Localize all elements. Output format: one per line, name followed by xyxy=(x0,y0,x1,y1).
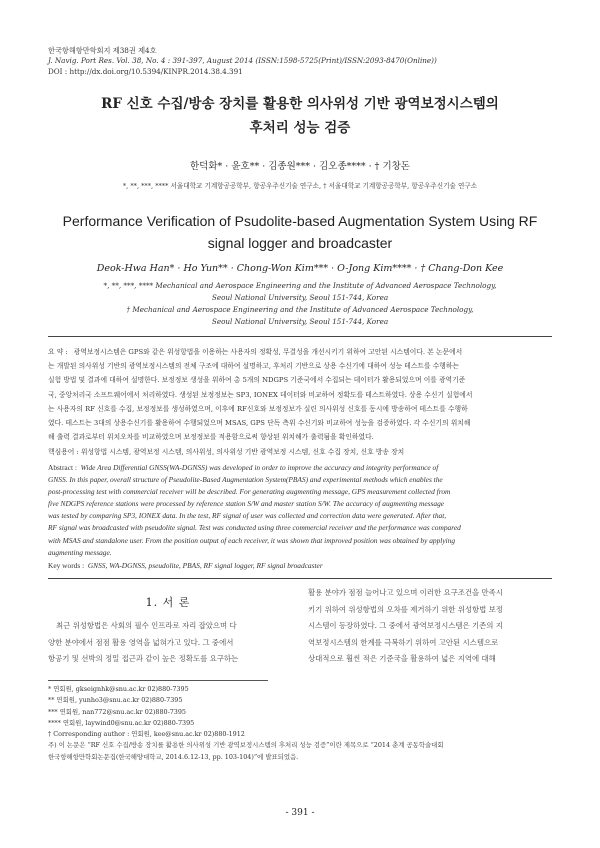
intro-left-column xyxy=(48,618,288,668)
body-line: 역보정시스템의 한계를 극복하기 위하여 고안된 시스템으로 xyxy=(308,637,499,647)
footnote: * 연회원, gkseignhk@snu.ac.kr 02)880-7395 xyxy=(48,685,189,693)
footnote: 주) 이 논문은 “RF 신호 수집/방송 장치를 활용한 의사위성 기반 광역보정시스템의 후처리 성능 검증”이란 제목으로 “2014 춘계 공동학술대회 xyxy=(48,741,444,750)
keywords-en xyxy=(48,561,554,570)
title-ko-line2: 후처리 성능 검증 xyxy=(249,120,351,136)
abstract-en-label: Abstract : xyxy=(48,463,77,472)
section-heading: 1. 서 론 xyxy=(145,596,191,609)
body-line: 시스템이 등장하였다. 그 중에서 광역보정시스템은 기존의 지 xyxy=(308,621,503,631)
keywords-en-label: Key words : xyxy=(48,561,85,570)
footnote: *** 연회원, nan772@snu.ac.kr 02)880-7395 xyxy=(48,707,186,716)
footnote: **** 연회원, laywind0@snu.ac.kr 02)880-7395 xyxy=(48,718,195,727)
abstract-ko-line: 는 개발된 의사위성 기반의 광역보정시스템의 전체 구조에 대하여 설명하고, 후처리 기반으로 상용 수신기에 대하여 성능 테스트를 수행하는 xyxy=(48,362,459,371)
body-line: 항공기 및 선박의 정밀 접근과 같이 높은 정확도를 요구하는 xyxy=(48,654,239,664)
title-en: Performance Verification of Psudolite-based Augmentation System Using RF signal logger and broadcaster xyxy=(62,213,538,251)
footnote: † Corresponding author : 연회원, kee@snu.ac.kr 02)880-1912 xyxy=(48,730,245,739)
abstract-en-line: augmenting message. xyxy=(48,547,112,557)
abstract-en-line: RF signal was broadcasted with pseudolite signal. Test was conducted using three commercial receiver and the performance was compared xyxy=(48,523,461,533)
affiliation-en xyxy=(0,280,600,328)
affiliation-en-line1: *, **, ***, **** Mechanical and Aerospace Engineering and the Institute of Advanced Aerospace Technology, xyxy=(103,281,497,290)
abstract-ko-line: 해 출력 결과로부터 위치오차를 비교하였으며 보정정보를 적용함으로써 향상된 위치해가 출력됨을 확인하였다. xyxy=(48,433,374,442)
body-line: 키기 위하여 위성항법의 오차를 제거하기 위한 위성항법 보정 xyxy=(308,604,503,614)
keywords-ko: 핵심용어 : 위성항법 시스템, 광역보정 시스템, 의사위성, 의사위성 기반 광역보정 시스템, 신호 수집 장치, 신호 방송 장치 xyxy=(48,448,405,456)
footnote: ** 연회원, yunho3@snu.ac.kr 02)880-7395 xyxy=(48,696,183,705)
abstract-en-line: with MSAS and standalone user. From the position output of each receiver, it was shown that improved position was obtained by applying xyxy=(48,535,456,545)
footnote-rule xyxy=(48,680,268,681)
affiliation-ko: *, **, ***, **** 서울대학교 기계항공공학부, 항공우주신기술 연구소, † 서울대학교 기계항공공학부, 항공우주신기술 연구소 xyxy=(122,182,478,190)
affiliation-en-line2: Seoul National University, Seoul 151-744, Korea xyxy=(211,293,389,302)
footnote: 한국항해항만학회논문집(한국해양대학교, 2014.6.12-13, pp. 103-104)”에 발표되었음. xyxy=(48,752,299,761)
keywords-en-value: GNSS, WA-DGNSS, pseudolite, PBAS, RF signal logger, RF signal broadcaster xyxy=(87,561,323,570)
doi-link[interactable]: DOI : http://dx.doi.org/10.5394/KINPR.2014.38.4.391 xyxy=(48,67,243,76)
intro-right-column xyxy=(308,585,552,668)
body-line: 최근 위성항법은 사회의 필수 인프라로 자리 잡았으며 다 xyxy=(56,621,237,630)
footnotes xyxy=(48,684,558,763)
title-ko xyxy=(0,92,600,140)
abstract-ko-line: 는 사용자의 RF 신호를 수집, 보정정보를 생성하였으며, 이후에 RF신호와 보정정보가 실린 의사위성 신호를 동시에 방송하여 테스트를 수행하 xyxy=(48,404,468,413)
body-line: 상대적으로 훨씬 적은 기준국을 활용하여 넓은 지역에 대해 xyxy=(308,654,496,664)
abstract-top-rule xyxy=(48,336,552,337)
abstract-en xyxy=(48,462,554,559)
page-number: - 391 - xyxy=(285,808,315,818)
abstract-en-line: Wide Area Differential GNSS(WA-DGNSS) was developed in order to improve the accuracy and integrity performance of xyxy=(80,463,439,472)
body-line: 활용 분야가 점점 늘어나고 있으며 이러한 요구조건을 만족시 xyxy=(308,588,503,597)
authors-ko: 한덕화* · 윤호** · 김종원*** · 김오종**** · † 기창돈 xyxy=(190,161,410,172)
abstract-en-line: was tested by comparing SP3, IONEX data. In the test, RF signal of user was collected and correction data were generated. After that, xyxy=(48,511,447,521)
abstract-ko-line: 국, 중앙처리국 소프트웨어에서 처리하였다. 생성된 보정정보는 SP3, IONEX 데이터와 비교하여 정확도를 테스트하였다. 상용 수신기 실험에서 xyxy=(48,390,473,399)
journal-name-ko: 한국항해항만학회지 제38권 제4호 xyxy=(48,46,157,55)
affiliation-en-line3: † Mechanical and Aerospace Engineering and the Institute of Advanced Aerospace Technology, xyxy=(126,305,474,314)
abstract-ko-line: 실험 방법 및 결과에 대하여 설명한다. 보정정보 생성을 위하여 총 5개의 NDGPS 기준국에서 수집되는 데이터가 활용되었으며 이를 광역기준 xyxy=(48,376,466,385)
abstract-en-line: GNSS. In this paper, overall structure of Pseudolite-Based Augmentation System(PBAS) and experimental methods which enables the xyxy=(48,475,443,485)
abstract-ko-label: 요 약 : xyxy=(48,348,68,356)
citation-line: J. Navig. Port Res. Vol. 38, No. 4 : 391-397, August 2014 (ISSN:1598-5725(Print)/ISSN:2093-8470(Online)) xyxy=(48,56,437,65)
abstract-ko-line: 광역보정시스템은 GPS와 같은 위성항법을 이용하는 사용자의 정확성, 무결성을 개선시키기 위하여 고안된 시스템이다. 본 논문에서 xyxy=(73,348,463,356)
affiliation-en-line4: Seoul National University, Seoul 151-744, Korea xyxy=(211,317,389,326)
abstract-bottom-rule xyxy=(48,578,552,579)
authors-en: Deok-Hwa Han* · Ho Yun** · Chong-Won Kim*** · O-Jong Kim**** · † Chang-Don Kee xyxy=(96,263,504,274)
abstract-en-line: post-processing test with commercial receiver will be described. For generating augmenting message, GPS measurement collected from xyxy=(48,487,451,497)
abstract-ko-line: 였다. 테스트는 3대의 상용수신기를 활용하여 수행되었으며 MSAS, GPS 단독 측위 수신기와 비교하여 성능을 검증하였다. 각 수신기의 위치해 xyxy=(48,419,471,428)
body-line: 양한 분야에서 점점 활용 영역을 넓혀가고 있다. 그 중에서 xyxy=(48,637,234,647)
abstract-ko xyxy=(48,345,554,444)
abstract-en-line: five NDGPS reference stations were processed by reference station S/W and master station S/W. The accuracy of augmenting message xyxy=(48,499,445,509)
title-ko-line1: RF 신호 수집/방송 장치를 활용한 의사위성 기반 광역보정시스템의 xyxy=(101,96,499,112)
